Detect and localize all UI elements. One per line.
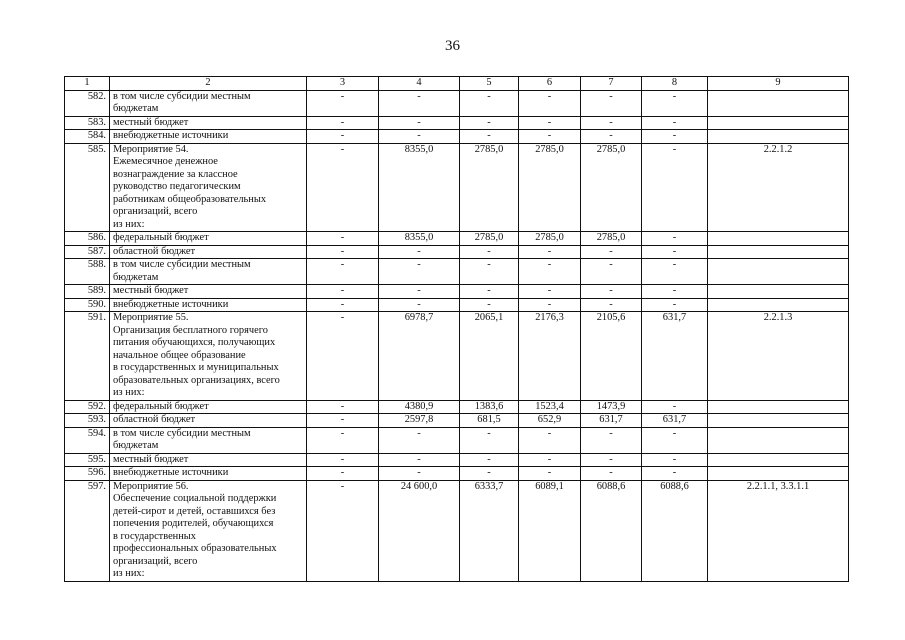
row-description: в том числе субсидии местным бюджетам [110,259,307,285]
row-value-cell: - [307,143,379,232]
column-header: 5 [460,77,519,91]
row-value-cell: - [379,285,460,299]
row-number: 591. [65,312,110,401]
row-value-cell: - [460,90,519,116]
row-value-cell: - [581,467,642,481]
row-value-cell: - [642,90,708,116]
table-row [65,245,849,259]
table-body [65,77,849,582]
row-value-cell: - [581,245,642,259]
table-row [65,427,849,453]
row-value-cell: 24 600,0 [379,480,460,581]
row-value-cell: - [307,245,379,259]
row-value-cell: - [307,116,379,130]
row-value-cell: - [379,298,460,312]
row-value-cell: 631,7 [642,414,708,428]
row-value-cell: - [642,116,708,130]
row-value-cell: - [642,232,708,246]
row-number: 596. [65,467,110,481]
row-value-cell: 2597,8 [379,414,460,428]
row-value-cell: - [307,312,379,401]
row-value-cell: - [519,245,581,259]
row-value-cell: 652,9 [519,414,581,428]
row-value-cell: - [581,116,642,130]
row-description: областной бюджет [110,414,307,428]
row-description: внебюджетные источники [110,298,307,312]
row-number: 594. [65,427,110,453]
column-header: 7 [581,77,642,91]
row-number: 588. [65,259,110,285]
row-value-cell: - [642,245,708,259]
row-description: местный бюджет [110,116,307,130]
row-value-cell: - [307,130,379,144]
row-description: местный бюджет [110,285,307,299]
row-indicator-code [708,130,849,144]
row-value-cell: - [379,245,460,259]
row-value-cell: - [642,453,708,467]
column-header: 9 [708,77,849,91]
row-value-cell: 8355,0 [379,232,460,246]
row-value-cell: - [307,467,379,481]
column-header: 4 [379,77,460,91]
row-value-cell: - [307,285,379,299]
row-number: 593. [65,414,110,428]
row-indicator-code [708,427,849,453]
row-value-cell: - [642,143,708,232]
row-value-cell: - [460,427,519,453]
row-value-cell: - [460,467,519,481]
row-value-cell: - [307,90,379,116]
row-value-cell: - [307,400,379,414]
row-value-cell: 2785,0 [519,143,581,232]
row-value-cell: 2065,1 [460,312,519,401]
row-description: областной бюджет [110,245,307,259]
row-number: 586. [65,232,110,246]
row-description: федеральный бюджет [110,400,307,414]
column-number-row [65,77,849,91]
table-row [65,414,849,428]
row-value-cell: - [581,427,642,453]
table-row [65,480,849,581]
table-row [65,298,849,312]
row-value-cell: 681,5 [460,414,519,428]
row-value-cell: - [307,453,379,467]
row-value-cell: 1523,4 [519,400,581,414]
row-value-cell: - [519,259,581,285]
row-number: 590. [65,298,110,312]
row-description: Мероприятие 55. Организация бесплатного горячего питания обучающихся, получающих начальное общее образование в государственных и муниципальных образовательных организациях, всего из них: [110,312,307,401]
row-value-cell: - [581,90,642,116]
table-row [65,130,849,144]
row-value-cell: 2785,0 [460,232,519,246]
row-value-cell: 631,7 [581,414,642,428]
row-value-cell: - [379,453,460,467]
row-indicator-code [708,414,849,428]
row-value-cell: - [519,453,581,467]
row-indicator-code: 2.2.1.2 [708,143,849,232]
row-value-cell: 1383,6 [460,400,519,414]
row-indicator-code [708,285,849,299]
column-header: 1 [65,77,110,91]
row-description: местный бюджет [110,453,307,467]
row-number: 589. [65,285,110,299]
row-number: 597. [65,480,110,581]
page-number: 36 [445,38,460,54]
row-value-cell: - [379,259,460,285]
row-value-cell: - [519,298,581,312]
row-value-cell: 6089,1 [519,480,581,581]
row-description: Мероприятие 56. Обеспечение социальной поддержки детей-сирот и детей, оставшихся без попечения родителей, обучающихся в государственных профессиональных образовательных организаций, всего из них: [110,480,307,581]
column-header: 8 [642,77,708,91]
row-value-cell: 6088,6 [581,480,642,581]
row-value-cell: 4380,9 [379,400,460,414]
row-value-cell: - [307,427,379,453]
row-value-cell: 631,7 [642,312,708,401]
row-value-cell: - [519,427,581,453]
row-value-cell: - [460,298,519,312]
row-value-cell: - [642,427,708,453]
row-value-cell: - [581,259,642,285]
row-value-cell: - [460,285,519,299]
table-row [65,400,849,414]
row-indicator-code: 2.2.1.3 [708,312,849,401]
row-indicator-code [708,467,849,481]
row-description: в том числе субсидии местным бюджетам [110,90,307,116]
row-value-cell: 2785,0 [581,143,642,232]
row-description: внебюджетные источники [110,130,307,144]
row-description: внебюджетные источники [110,467,307,481]
row-value-cell: 6978,7 [379,312,460,401]
budget-table [64,76,849,582]
row-value-cell: - [307,298,379,312]
row-value-cell: - [519,285,581,299]
row-value-cell: 1473,9 [581,400,642,414]
table-row [65,232,849,246]
row-number: 587. [65,245,110,259]
row-description: федеральный бюджет [110,232,307,246]
row-value-cell: - [379,90,460,116]
row-value-cell: 2785,0 [519,232,581,246]
row-value-cell: 2785,0 [460,143,519,232]
row-value-cell: - [379,130,460,144]
row-number: 585. [65,143,110,232]
row-value-cell: - [642,467,708,481]
row-number: 592. [65,400,110,414]
row-value-cell: 2105,6 [581,312,642,401]
row-value-cell: 2176,3 [519,312,581,401]
row-value-cell: - [642,130,708,144]
row-indicator-code [708,453,849,467]
row-indicator-code [708,259,849,285]
row-indicator-code [708,245,849,259]
row-value-cell: - [460,245,519,259]
row-description: в том числе субсидии местным бюджетам [110,427,307,453]
row-value-cell: - [379,467,460,481]
row-number: 582. [65,90,110,116]
table-row [65,90,849,116]
row-value-cell: - [460,116,519,130]
table-row [65,143,849,232]
row-value-cell: - [307,414,379,428]
row-value-cell: 6088,6 [642,480,708,581]
row-indicator-code [708,298,849,312]
row-indicator-code: 2.2.1.1, 3.3.1.1 [708,480,849,581]
row-value-cell: - [581,298,642,312]
row-value-cell: - [519,90,581,116]
row-indicator-code [708,232,849,246]
table-row [65,259,849,285]
row-value-cell: - [307,232,379,246]
row-value-cell: - [307,259,379,285]
table-row [65,453,849,467]
column-header: 2 [110,77,307,91]
row-value-cell: - [581,285,642,299]
row-value-cell: - [642,298,708,312]
row-value-cell: - [379,427,460,453]
row-number: 595. [65,453,110,467]
row-value-cell: - [460,259,519,285]
column-header: 6 [519,77,581,91]
row-value-cell: - [581,130,642,144]
row-number: 584. [65,130,110,144]
row-indicator-code [708,116,849,130]
row-value-cell: - [460,453,519,467]
row-value-cell: 2785,0 [581,232,642,246]
row-value-cell: - [379,116,460,130]
column-header: 3 [307,77,379,91]
row-value-cell: - [642,259,708,285]
table-row [65,285,849,299]
table-row [65,312,849,401]
row-indicator-code [708,400,849,414]
row-value-cell: - [581,453,642,467]
row-value-cell: - [642,400,708,414]
row-value-cell: 8355,0 [379,143,460,232]
row-value-cell: 6333,7 [460,480,519,581]
row-indicator-code [708,90,849,116]
row-description: Мероприятие 54. Ежемесячное денежное вознаграждение за классное руководство педагогическим работникам общеобразовательных организаций, всего из них: [110,143,307,232]
table-row [65,467,849,481]
row-value-cell: - [307,480,379,581]
table-row [65,116,849,130]
row-value-cell: - [519,116,581,130]
row-value-cell: - [519,467,581,481]
row-value-cell: - [519,130,581,144]
row-value-cell: - [642,285,708,299]
row-number: 583. [65,116,110,130]
row-value-cell: - [460,130,519,144]
